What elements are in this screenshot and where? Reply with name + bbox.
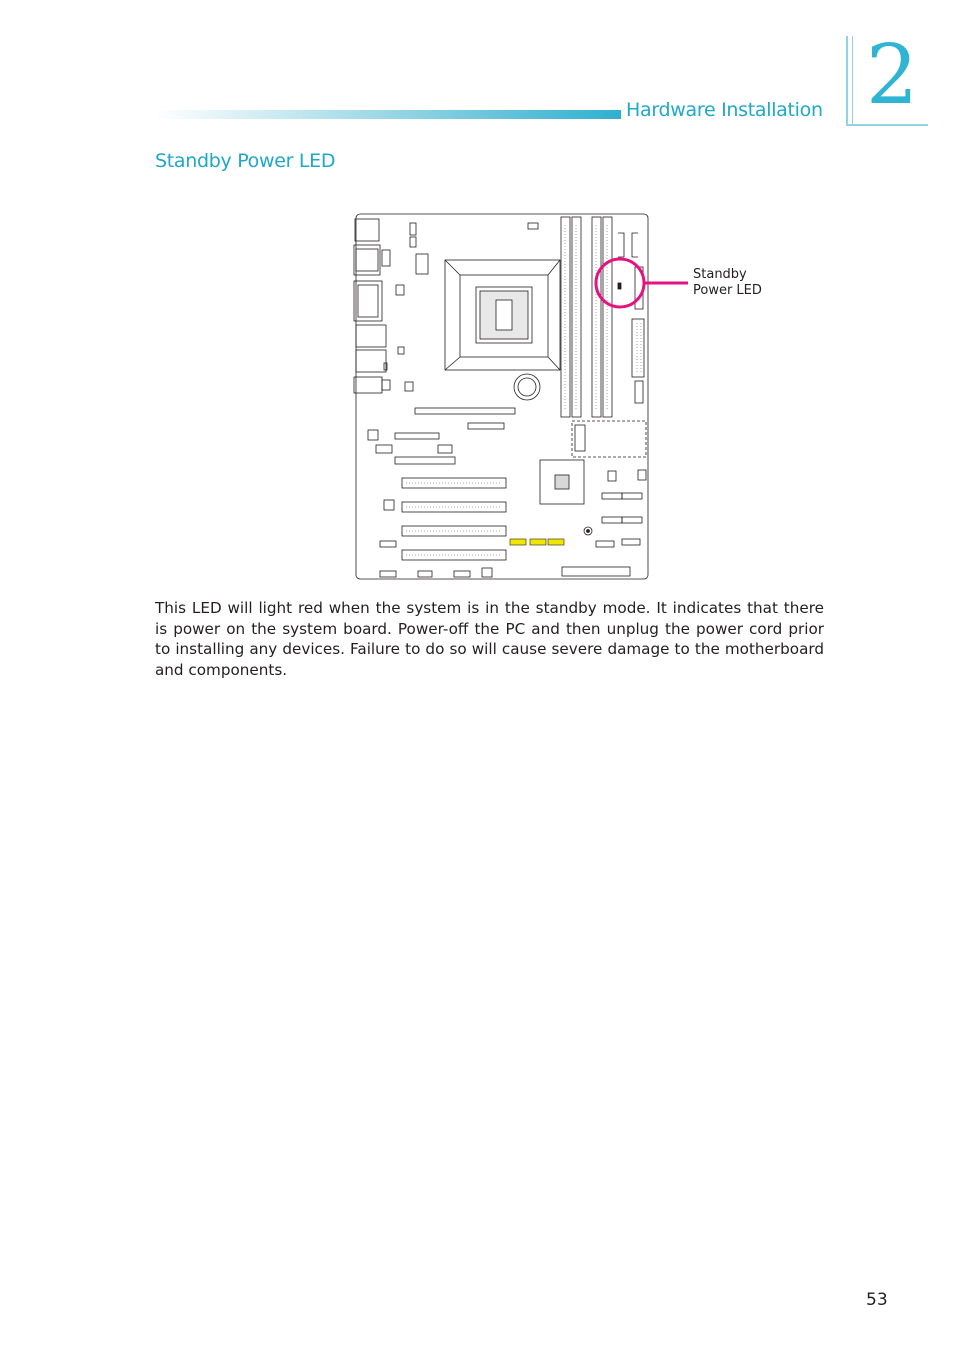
dimm-slot-3 — [592, 217, 601, 417]
chapter-number: 2 — [866, 28, 919, 123]
callout-label-line2: Power LED — [693, 283, 762, 298]
board-outline — [356, 214, 648, 579]
header-gradient-bar — [155, 110, 621, 119]
callout-label-line1: Standby — [693, 267, 747, 282]
body-paragraph: This LED will light red when the system is in the standby mode. It indicates that there is power on the system board. Power-off the PC and then unplug the power cord prior to installing any devices. Failure to do so will cause severe damage to the motherboard and components. — [155, 599, 824, 679]
dimm-slot-4 — [603, 217, 612, 417]
page-number: 53 — [866, 1290, 888, 1310]
callout-label — [693, 267, 762, 299]
dimm-slot-2 — [572, 217, 581, 417]
header-section-title: Hardware Installation — [626, 99, 823, 121]
atx-power-connector — [632, 319, 644, 377]
page-title: Standby Power LED — [155, 150, 336, 172]
floppy-connector — [562, 567, 630, 576]
motherboard-layout-diagram — [350, 205, 790, 585]
dimm-slot-1 — [561, 217, 570, 417]
